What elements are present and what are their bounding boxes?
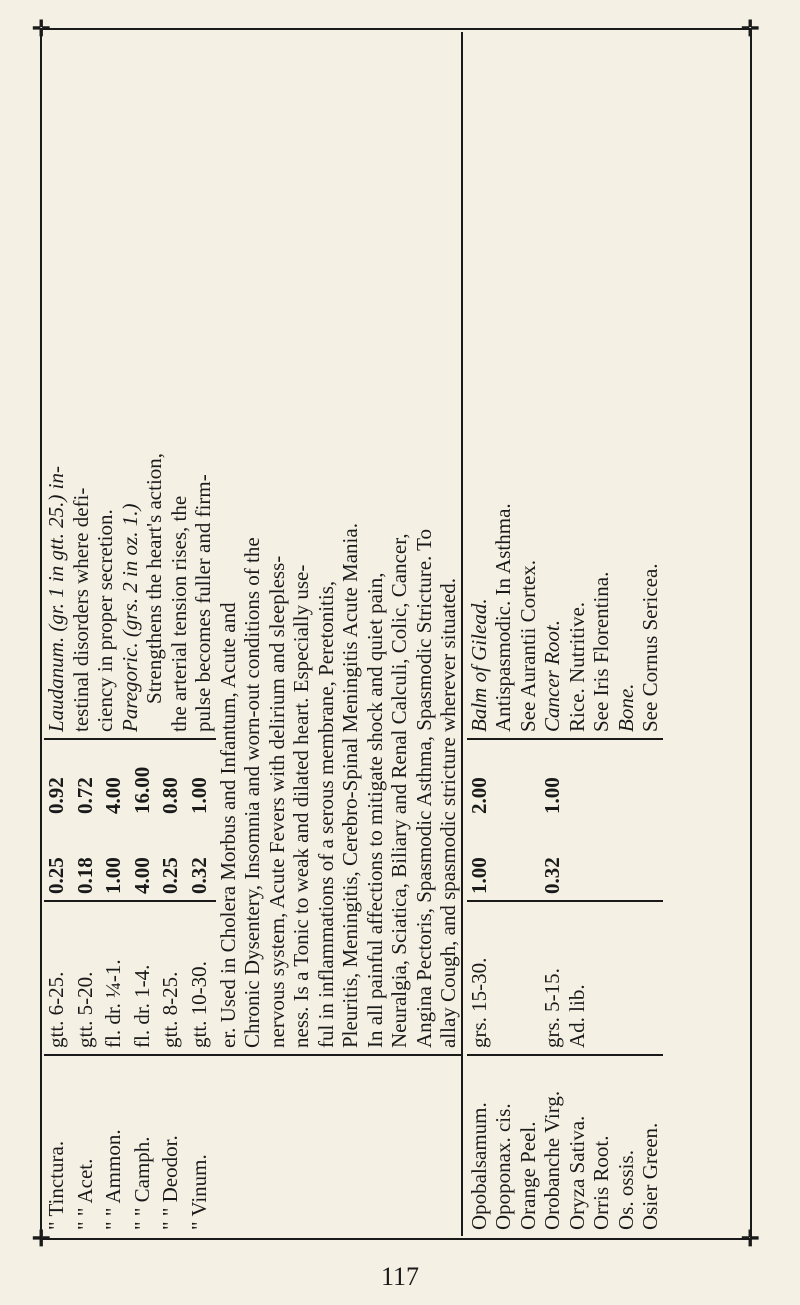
metric-max — [589, 739, 614, 820]
metric-max: 2.00 — [466, 777, 491, 814]
dose-range: Ad. lib. — [565, 901, 590, 1055]
notes-line: allay Cough, and spasmodic stricture wherever situated. — [436, 577, 460, 1048]
table-row — [540, 32, 565, 1236]
drug-name: " Tinctura. — [44, 1140, 68, 1230]
corner-cross-icon: ✛ — [741, 1226, 760, 1251]
metric-max: 1.00 — [186, 777, 211, 814]
dosage-table — [44, 32, 663, 1236]
dose-range — [589, 901, 614, 1055]
page-number: 117 — [380, 1262, 420, 1291]
metric-min — [638, 820, 663, 901]
metric-min: 0.18 — [73, 820, 102, 901]
metric-max — [614, 739, 639, 820]
metric-min — [491, 820, 516, 901]
notes-line: ciency in proper secretion. — [93, 509, 117, 732]
notes-line: er. Used in Cholera Morbus and Infantum, Acute and — [215, 602, 240, 1048]
dose-range: grs. 5-15. — [540, 901, 565, 1055]
corner-cross-icon: ✛ — [741, 16, 760, 41]
notes-line: Chronic Dysentery, Insomnia and worn-out conditions of the — [240, 537, 264, 1048]
table-row — [589, 32, 614, 1236]
frame-rule-bottom — [40, 1238, 752, 1240]
metric-min: 0.32 — [540, 820, 565, 901]
drug-note: Balm of Gilead. — [467, 32, 492, 739]
drug-note: Cancer Root. — [540, 32, 565, 739]
drug-name: Os. ossis. — [613, 1150, 638, 1230]
metric-min: 0.25 — [158, 820, 187, 901]
notes-line: ful in inflammations of a serous membrane, Peretonitis, — [313, 580, 338, 1048]
table-row — [491, 32, 516, 1236]
metric-max: 1.00 — [540, 777, 564, 814]
table-row — [516, 32, 541, 1236]
drug-name: Opoponax. cis. — [491, 1103, 515, 1230]
drug-name: " Vinum. — [186, 1154, 211, 1230]
metric-min — [614, 820, 639, 901]
dose-range: gtt. 6-25. — [44, 901, 73, 1055]
drug-name: Orange Peel. — [515, 1121, 540, 1230]
notes-line: Neuralgia, Sciatica, Biliary and Renal Calculi, Colic, Cancer, — [387, 533, 411, 1048]
metric-min: 1.00 — [101, 820, 130, 901]
drug-note: See Iris Florentina. — [589, 32, 614, 739]
table-row — [614, 32, 639, 1236]
metric-max — [516, 739, 541, 820]
notes-line: pulse becomes fuller and firm- — [191, 474, 215, 732]
drug-note: See Cornus Sericea. — [638, 32, 663, 739]
drug-name: Orobanche Virg. — [540, 1090, 564, 1230]
dose-range — [516, 901, 541, 1055]
metric-min: 0.25 — [44, 820, 73, 901]
metric-min: 0.32 — [187, 820, 216, 901]
metric-max: 4.00 — [101, 777, 126, 814]
drug-name: Osier Green. — [638, 1122, 662, 1230]
metric-min — [589, 820, 614, 901]
metric-max: 0.92 — [44, 777, 68, 814]
notes-line: ness. Is a Tonic to weak and dilated heart. Especially use- — [289, 564, 313, 1048]
rotated-page-content — [44, 32, 748, 1236]
drug-name: Opobalsamum. — [466, 1102, 491, 1230]
table-row — [467, 32, 492, 1236]
notes-line: nervous system, Acute Fevers with delirium and sleepless- — [264, 555, 289, 1048]
metric-max: 16.00 — [129, 766, 154, 814]
dose-range: fl. dr. ¼-1. — [101, 901, 130, 1055]
drug-note: Bone. — [614, 32, 639, 739]
drug-name: " " Acet. — [72, 1158, 97, 1230]
metric-min: 1.00 — [467, 820, 492, 901]
dose-range — [638, 901, 663, 1055]
dose-range: grs. 15-30. — [467, 901, 492, 1055]
metric-max — [565, 739, 590, 820]
drug-name: Oryza Sativa. — [564, 1115, 589, 1230]
table-row — [216, 32, 462, 1236]
table-row — [638, 32, 663, 1236]
notes-line: Angina Pectoris, Spasmodic Asthma, Spasmodic Stricture. To — [411, 528, 436, 1048]
frame-rule-left — [40, 28, 42, 1240]
notes-line: testinal disorders where defi- — [68, 487, 93, 732]
frame-rule-top — [40, 28, 752, 30]
notes-cell — [44, 32, 216, 739]
notes-line: Pleuritis, Meningitis, Cerebro-Spinal Meningitis Acute Mania. — [338, 523, 362, 1048]
dose-range: gtt. 5-20. — [73, 901, 102, 1055]
description-paragraph — [216, 32, 462, 1055]
notes-line: Strengthens the heart's action, — [142, 452, 166, 704]
notes-line: Laudanum. (gr. 1 in gtt. 25.) in- — [44, 465, 68, 732]
metric-max — [638, 739, 663, 820]
drug-name: Orris Root. — [589, 1135, 613, 1230]
dose-range: fl. dr. 1-4. — [130, 901, 159, 1055]
drug-name: " " Camph. — [129, 1136, 154, 1230]
table-row — [44, 32, 73, 1236]
notes-line: Paregoric. (grs. 2 in oz. 1.) — [117, 503, 142, 732]
frame-rule-right — [750, 28, 752, 1240]
dose-range: gtt. 10-30. — [187, 901, 216, 1055]
corner-cross-icon: ✛ — [32, 16, 51, 41]
metric-max — [491, 739, 516, 820]
table-row — [565, 32, 590, 1236]
dose-range: gtt. 8-25. — [158, 901, 187, 1055]
metric-min — [516, 820, 541, 901]
dose-range — [491, 901, 516, 1055]
metric-min — [565, 820, 590, 901]
drug-note: Rice. Nutritive. — [565, 32, 590, 739]
drug-note: See Aurantii Cortex. — [516, 32, 541, 739]
metric-min: 4.00 — [130, 820, 159, 901]
metric-max: 0.72 — [72, 777, 97, 814]
drug-name: " " Ammon. — [101, 1129, 126, 1230]
corner-cross-icon: ✛ — [32, 1226, 51, 1251]
drug-note: Antispasmodic. In Asthma. — [491, 32, 516, 739]
notes-line: In all painful affections to mitigate shock and quiet pain, — [362, 572, 387, 1048]
dose-range — [614, 901, 639, 1055]
metric-max: 0.80 — [158, 777, 183, 814]
notes-line: the arterial tension rises, the — [166, 495, 191, 732]
drug-name: " " Deodor. — [158, 1135, 183, 1230]
